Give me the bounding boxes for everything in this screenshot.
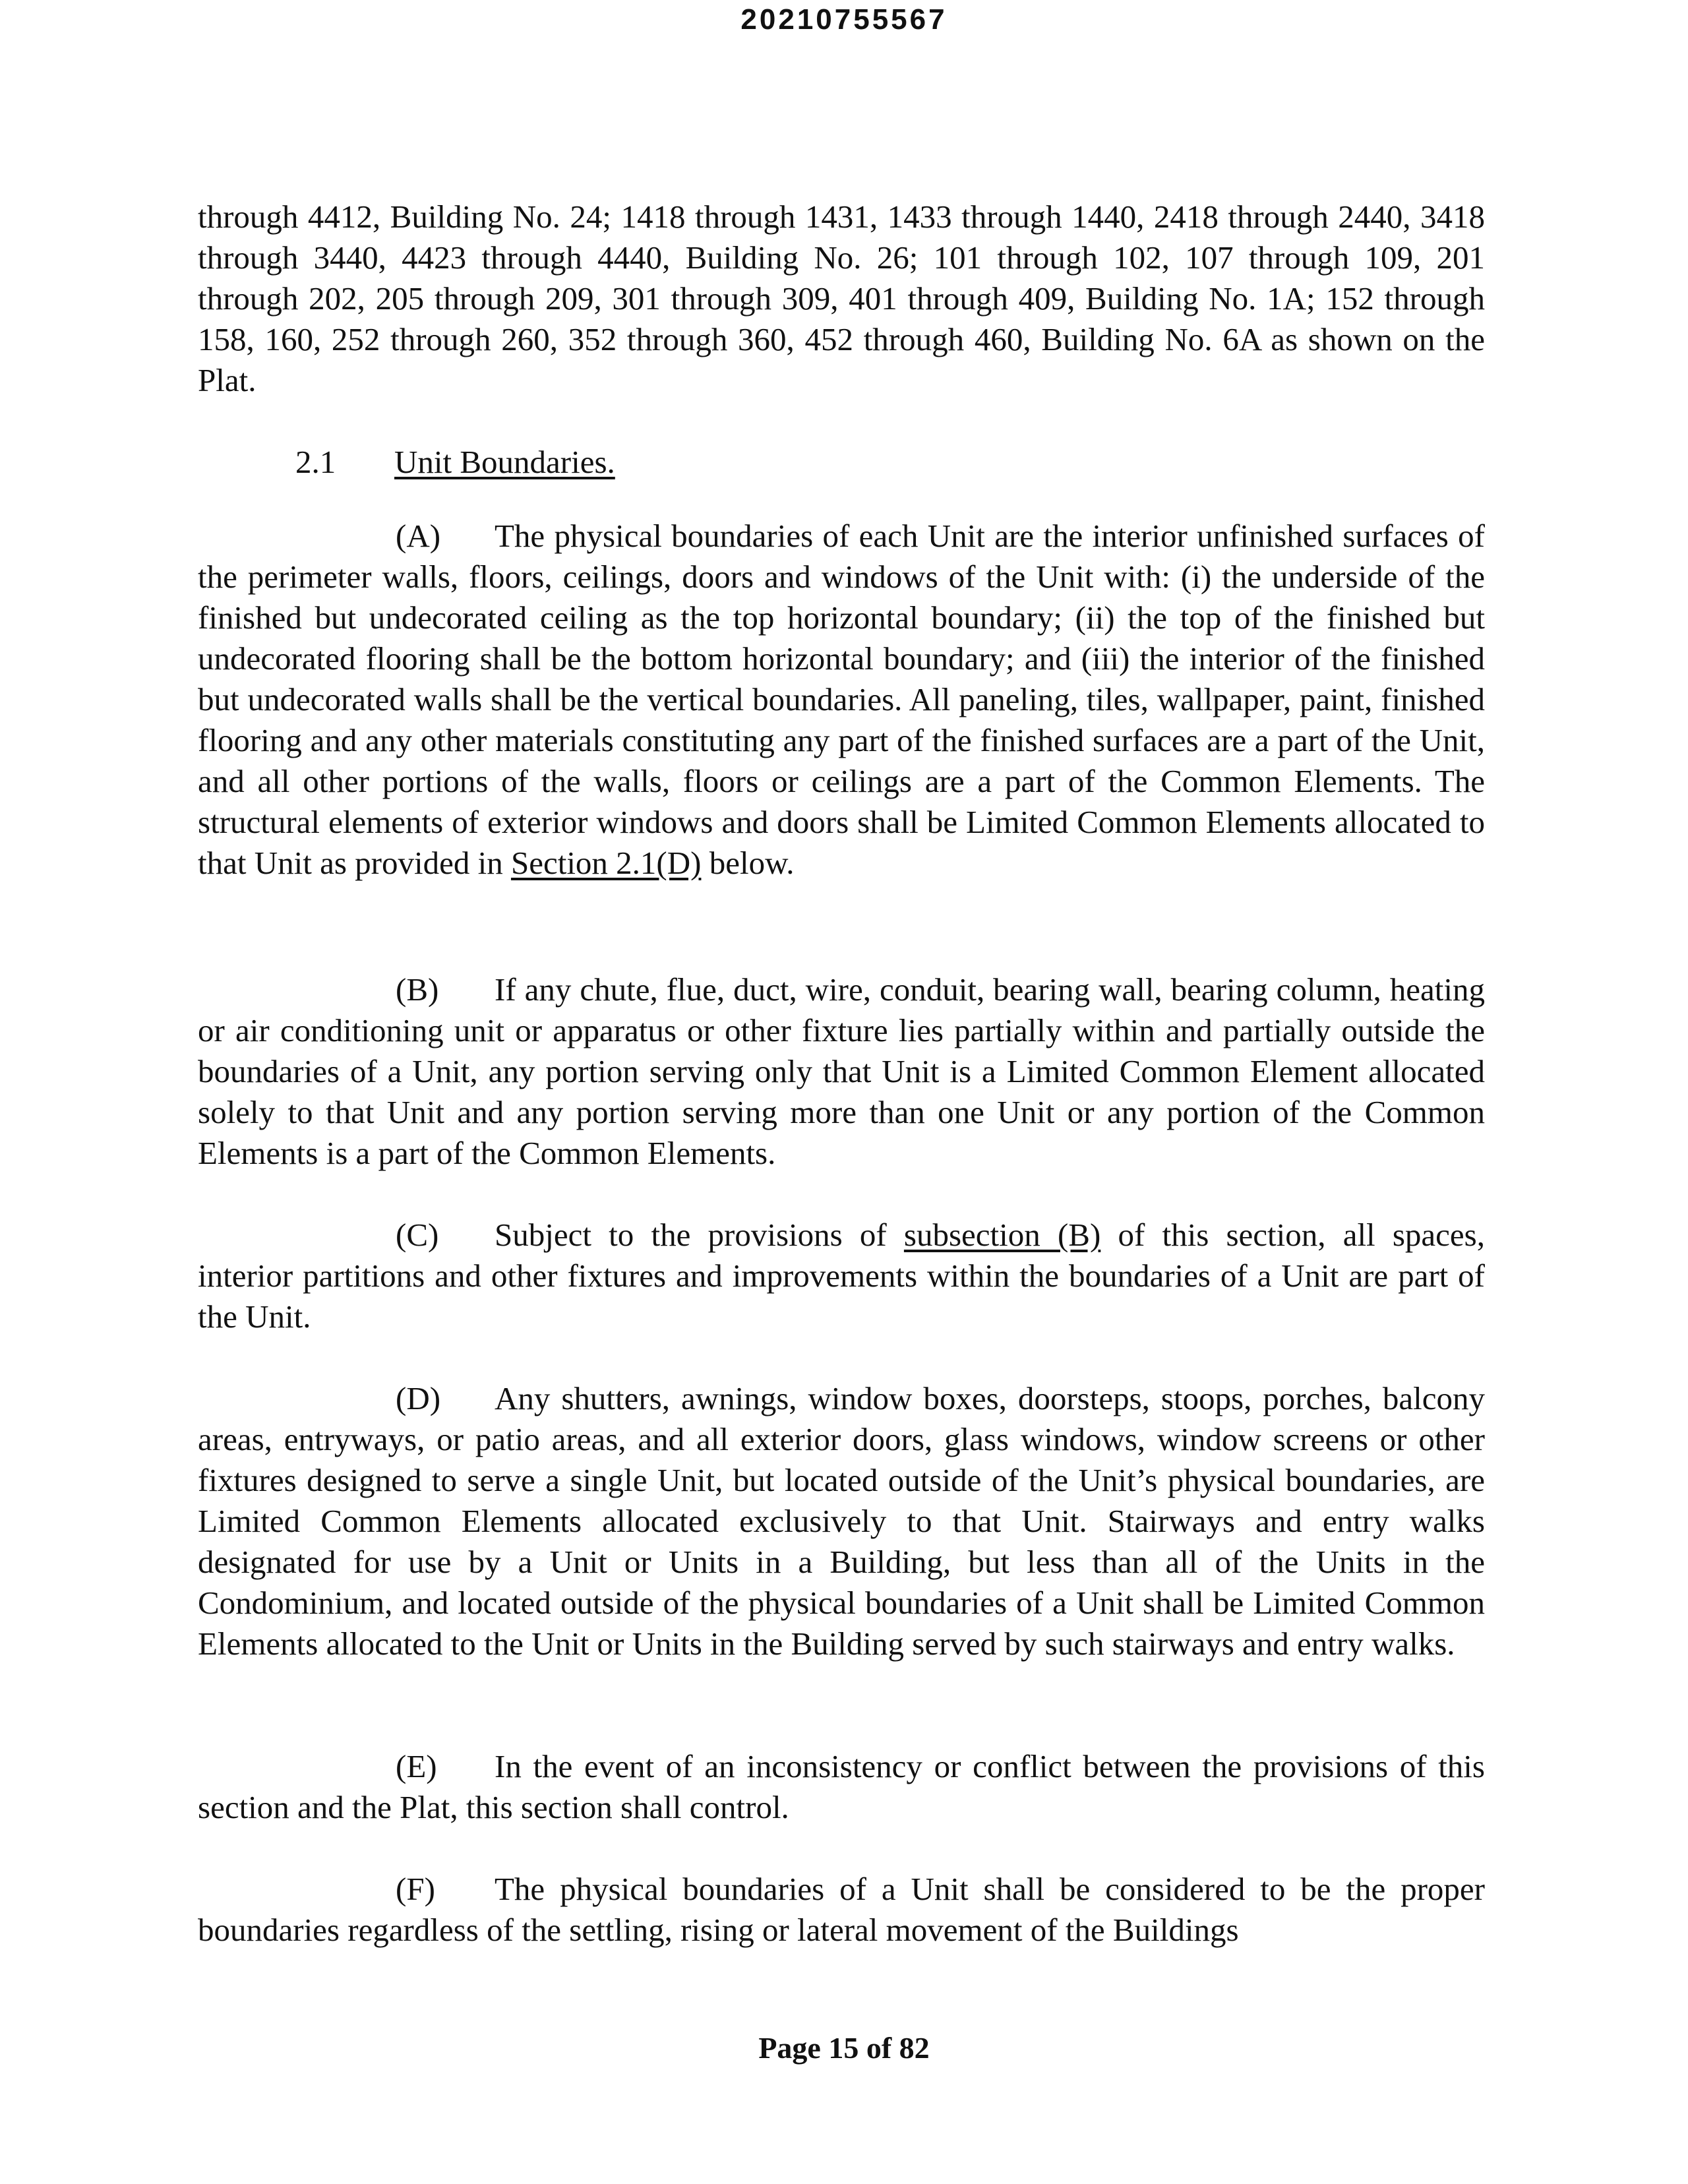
paragraph-text: Any shutters, awnings, window boxes, doorsteps, stoops, porches, balcony areas, entryways, or patio areas, and all exterior doors, glass windows, window screens or other fixtures designed to serve a single Unit, but located outside of the Unit’s physical boundaries, are Limited Common Elements allocated exclusively to that Unit. Stairways and entry walks designated for use by a Unit or Units in a Building, but less than all of the Units in the Condominium, and located outside of the physical boundaries of a Unit shall be Limited Common Elements allocated to the Unit or Units in the Building served by such stairways and entry walks. xyxy=(198,1380,1485,1662)
paragraph-e xyxy=(198,1746,1485,1828)
section-reference-link: Section 2.1(D) xyxy=(510,845,702,881)
section-number: 2.1 xyxy=(295,444,336,480)
paragraph-a xyxy=(198,516,1485,884)
paragraph-text: If any chute, flue, duct, wire, conduit, bearing wall, bearing column, heating or air conditioning unit or apparatus or other fixture lies partially within and partially outside the boundaries of a Unit, any portion serving only that Unit is a Limited Common Element allocated solely to that Unit and any portion serving more than one Unit or any portion of the Common Elements is a part of the Common Elements. xyxy=(198,971,1485,1171)
paragraph-label: (B) xyxy=(396,971,439,1008)
page-number-footer: Page 15 of 82 xyxy=(758,2031,930,2065)
paragraph-label: (C) xyxy=(396,1217,439,1253)
document-number: 20210755567 xyxy=(740,3,948,36)
paragraph-d xyxy=(198,1378,1485,1664)
paragraph-label: (A) xyxy=(396,518,441,554)
paragraph-text: The physical boundaries of each Unit are the interior unfinished surfaces of the perimeter walls, floors, ceilings, doors and windows of the Unit with: (i) the underside of the finished but undecorated ceiling as the top horizontal boundary; (ii) the top of the finished but undecorated flooring shall be the bottom horizontal boundary; and (iii) the interior of the finished but undecorated walls shall be the vertical boundaries. All paneling, tiles, wallpaper, paint, finished flooring and any other materials constituting any part of the finished surfaces are a part of the Unit, and all other portions of the walls, floors or ceilings are a part of the Common Elements. The structural elements of exterior windows and doors shall be Limited Common Elements allocated to that Unit as provided in xyxy=(198,518,1485,881)
intro-paragraph xyxy=(198,197,1485,401)
section-title: Unit Boundaries. xyxy=(394,444,615,480)
paragraph-label: (E) xyxy=(396,1748,437,1784)
paragraph-text: The physical boundaries of a Unit shall be considered to be the proper boundaries regardless of the settling, rising or lateral movement of the Buildings xyxy=(198,1871,1485,1948)
section-heading xyxy=(295,442,615,483)
subsection-reference-link: subsection (B) xyxy=(903,1217,1101,1253)
paragraph-text: Subject to the provisions of xyxy=(495,1217,904,1253)
paragraph-label: (F) xyxy=(396,1871,435,1907)
paragraph-c xyxy=(198,1215,1485,1337)
paragraph-b xyxy=(198,969,1485,1174)
paragraph-text-after: below. xyxy=(701,845,795,881)
paragraph-text-after: of this section, all spaces, interior partitions and other fixtures and improvements within the boundaries of a Unit are part of the Unit. xyxy=(198,1217,1485,1335)
intro-text: through 4412, Building No. 24; 1418 through 1431, 1433 through 1440, 2418 through 2440, 3418 through 3440, 4423 through 4440, Building No. 26; 101 through 102, 107 through 109, 201 through 202, 205 through 209, 301 through 309, 401 through 409, Building No. 1A; 152 through 158, 160, 252 through 260, 352 through 360, 452 through 460, Building No. 6A as shown on the Plat. xyxy=(198,198,1485,398)
paragraph-label: (D) xyxy=(396,1380,441,1416)
paragraph-text: In the event of an inconsistency or conflict between the provisions of this section and the Plat, this section shall control. xyxy=(198,1748,1485,1825)
paragraph-f xyxy=(198,1869,1485,1951)
